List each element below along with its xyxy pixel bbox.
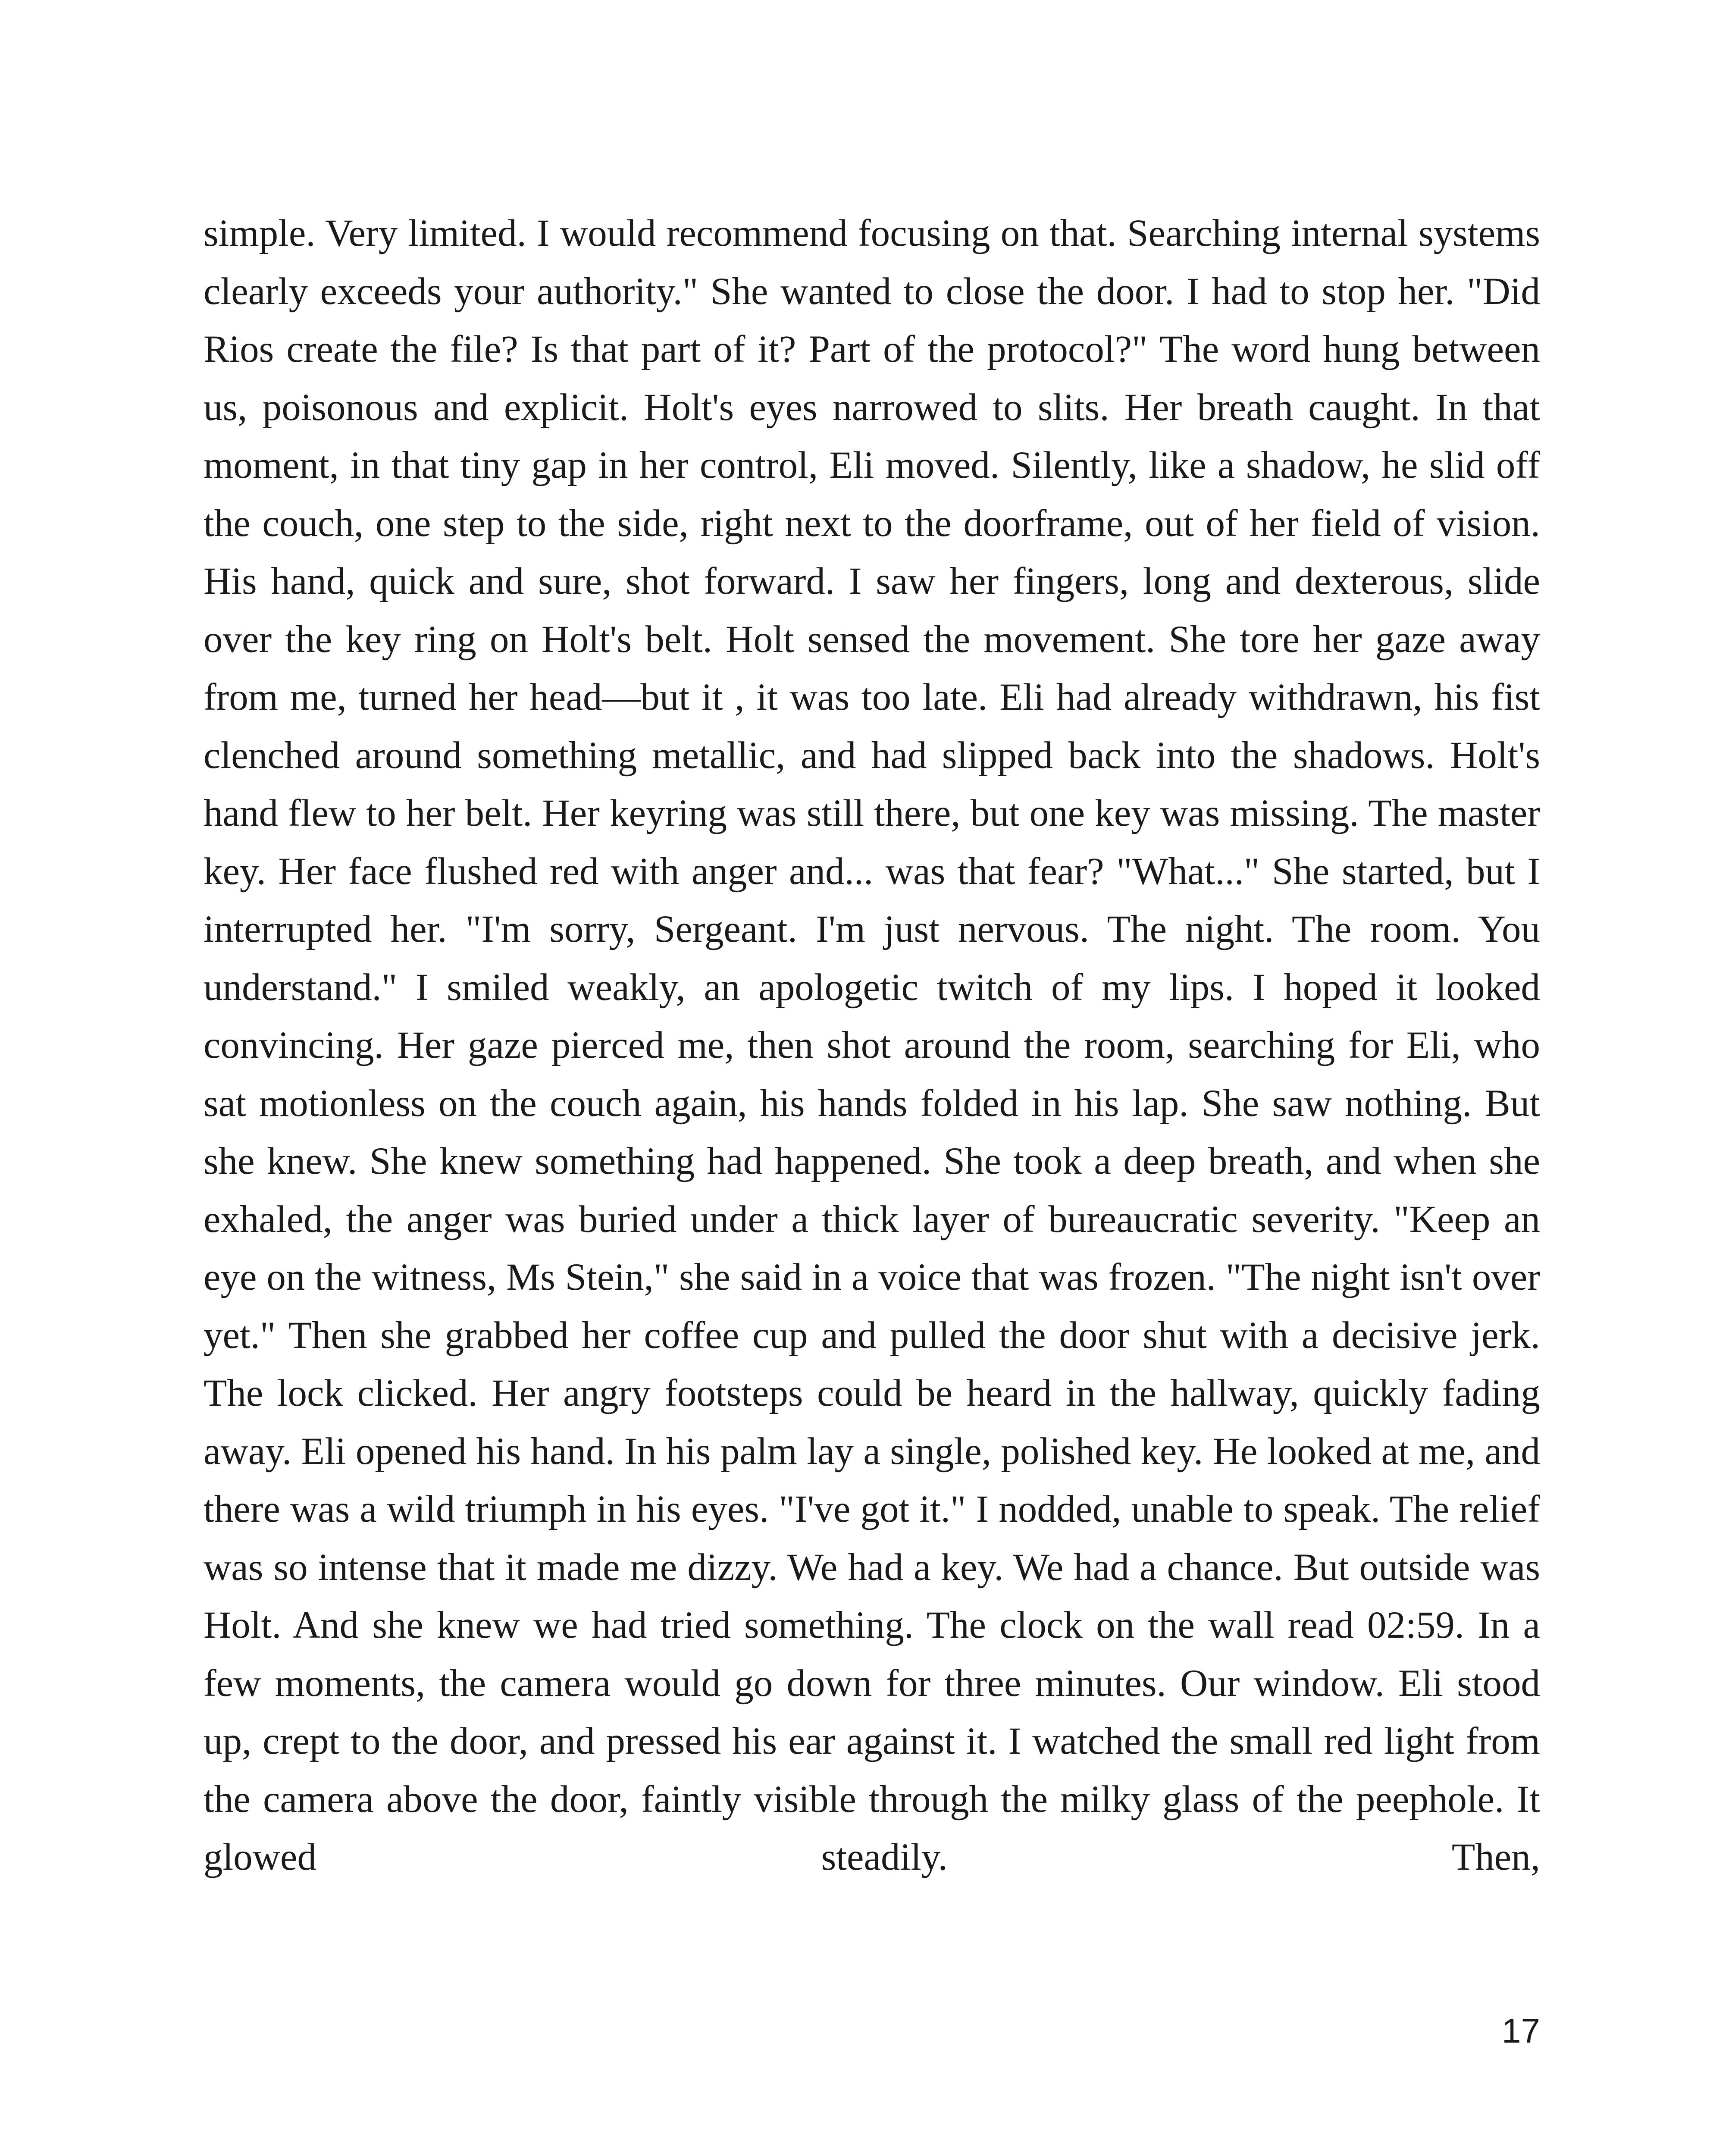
- page-number: 17: [1502, 2012, 1540, 2050]
- body-text-paragraph: simple. Very limited. I would recommend focusing on that. Searching internal systems clearly exceeds your authority." She wanted to close the door. I had to stop her. "Did Rios create the file? Is that part of it? Part of the protocol?" The word hung between us, poisonous and explicit. Holt's eyes narrowed to slits. Her breath caught. In that moment, in that tiny gap in her control, Eli moved. Silently, like a shadow, he slid off the couch, one step to the side, right next to the doorframe, out of her field of vision. His hand, quick and sure, shot forward. I saw her fingers, long and dexterous, slide over the key ring on Holt's belt. Holt sensed the movement. She tore her gaze away from me, turned her head—but it , it was too late. Eli had already withdrawn, his fist clenched around something metallic, and had slipped back into the shadows. Holt's hand flew to her belt. Her keyring was still there, but one key was missing. The master key. Her face flushed red with anger and... was that fear? "What..." She started, but I interrupted her. "I'm sorry, Sergeant. I'm just nervous. The night. The room. You understand." I smiled weakly, an apologetic twitch of my lips. I hoped it looked convincing. Her gaze pierced me, then shot around the room, searching for Eli, who sat motionless on the couch again, his hands folded in his lap. She saw nothing. But she knew. She knew something had happened. She took a deep breath, and when she exhaled, the anger was buried under a thick layer of bureaucratic severity. "Keep an eye on the witness, Ms Stein," she said in a voice that was frozen. "The night isn't over yet." Then she grabbed her coffee cup and pulled the door shut with a decisive jerk. The lock clicked. Her angry footsteps could be heard in the hallway, quickly fading away. Eli opened his hand. In his palm lay a single, polished key. He looked at me, and there was a wild triumph in his eyes. "I've got it." I nodded, unable to speak. The relief was so intense that it made me dizzy. We had a key. We had a chance. But outside was Holt. And she knew we had tried something. The clock on the wall read 02:59. In a few moments, the camera would go down for three minutes. Our window. Eli stood up, crept to the door, and pressed his ear against it. I watched the small red light from the camera above the door, faintly visible through the milky glass of the peephole. It glowed steadily. Then,: [204, 212, 1540, 1878]
